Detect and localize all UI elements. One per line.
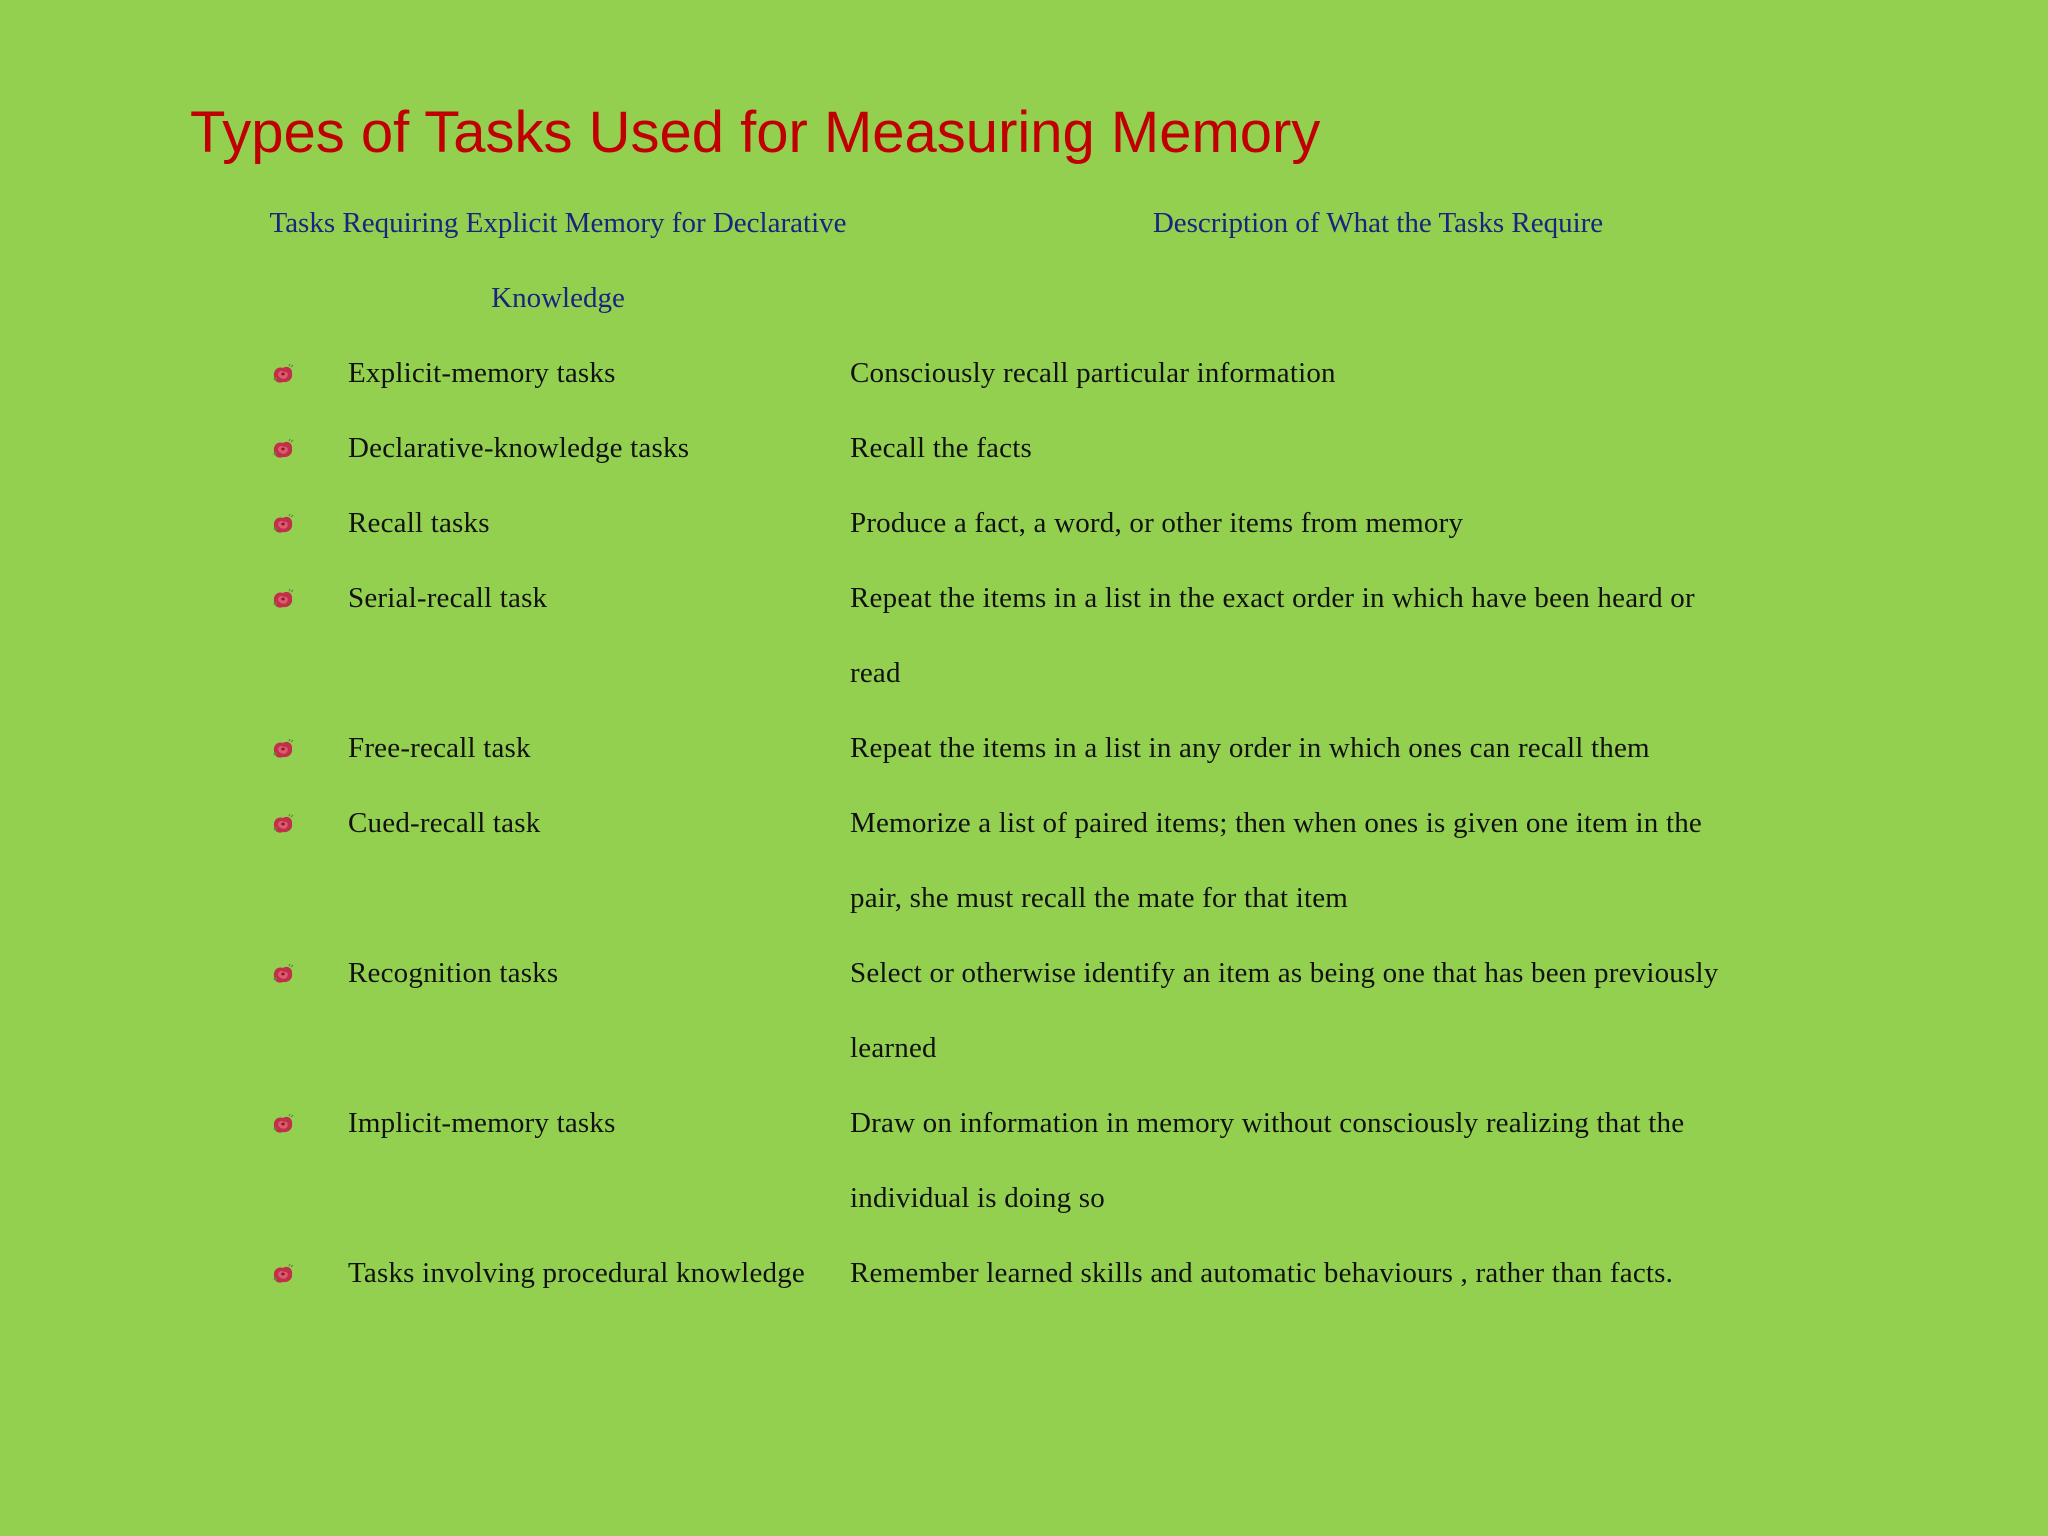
slide-title: Types of Tasks Used for Measuring Memory xyxy=(190,100,1321,165)
task-table xyxy=(0,336,2048,1311)
task-description: Select or otherwise identify an item as being one that has been previously learned xyxy=(850,957,1719,1064)
table-row xyxy=(0,1236,2048,1311)
task-name: Free-recall task xyxy=(348,732,531,764)
table-row xyxy=(0,336,2048,411)
task-name: Recognition tasks xyxy=(348,957,559,989)
task-description: Consciously recall particular information xyxy=(850,357,1336,389)
table-row xyxy=(0,411,2048,486)
table-row xyxy=(0,786,2048,936)
rose-bullet-icon xyxy=(271,588,295,610)
right-column-header: Description of What the Tasks Require xyxy=(1152,207,1604,239)
task-name: Recall tasks xyxy=(348,507,490,539)
task-name: Declarative-knowledge tasks xyxy=(348,432,690,464)
rose-bullet-icon xyxy=(271,1113,295,1135)
left-column-header: Tasks Requiring Explicit Memory for Declarative Knowledge xyxy=(269,207,847,314)
table-row xyxy=(0,936,2048,1086)
rose-bullet-icon xyxy=(271,363,295,385)
task-name: Cued-recall task xyxy=(348,807,541,839)
rose-bullet-icon xyxy=(271,1263,295,1285)
task-description: Repeat the items in a list in the exact order in which have been heard or read xyxy=(850,582,1695,689)
table-row xyxy=(0,486,2048,561)
task-name: Explicit-memory tasks xyxy=(348,357,616,389)
task-description: Recall the facts xyxy=(850,432,1032,464)
table-row xyxy=(0,711,2048,786)
task-name: Serial-recall task xyxy=(348,582,548,614)
rose-bullet-icon xyxy=(271,963,295,985)
task-description: Produce a fact, a word, or other items from memory xyxy=(850,507,1464,539)
task-name: Implicit-memory tasks xyxy=(348,1107,616,1139)
rose-bullet-icon xyxy=(271,813,295,835)
rose-bullet-icon xyxy=(271,438,295,460)
table-row xyxy=(0,561,2048,711)
rose-bullet-icon xyxy=(271,513,295,535)
task-description: Memorize a list of paired items; then when ones is given one item in the pair, she must recall the mate for that item xyxy=(850,807,1702,914)
task-description: Draw on information in memory without consciously realizing that the individual is doing so xyxy=(850,1107,1685,1214)
task-name: Tasks involving procedural knowledge xyxy=(348,1257,805,1289)
rose-bullet-icon xyxy=(271,738,295,760)
table-row xyxy=(0,1086,2048,1236)
task-description: Repeat the items in a list in any order in which ones can recall them xyxy=(850,732,1650,764)
task-description: Remember learned skills and automatic behaviours , rather than facts. xyxy=(850,1257,1674,1289)
